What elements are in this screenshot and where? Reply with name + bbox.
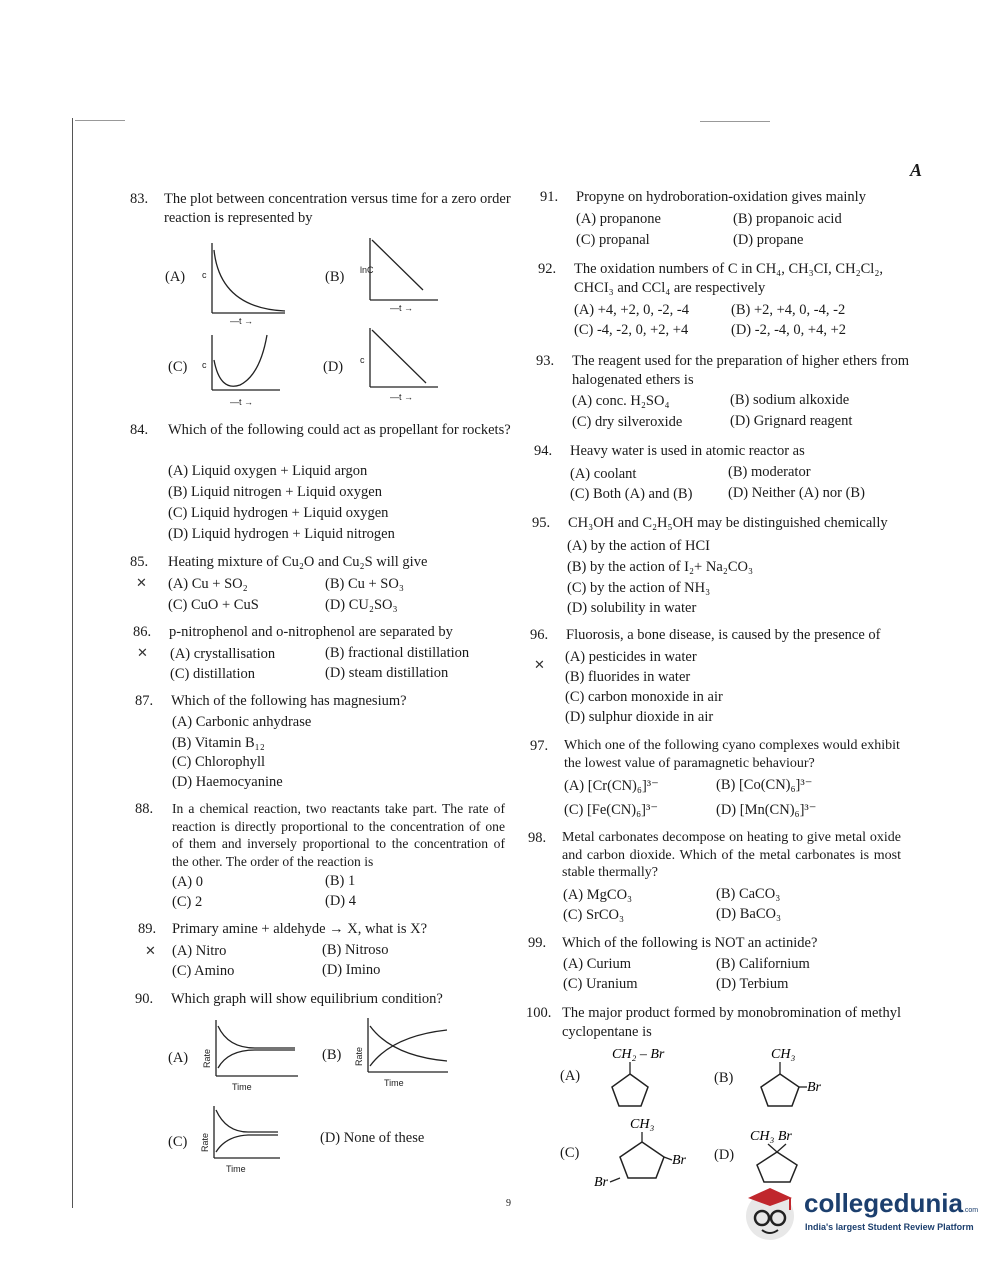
option-c: (C) [Fe(CN)₆]³⁻ <box>564 802 658 818</box>
left-margin-rule <box>72 118 73 1208</box>
brand-tagline: India's largest Student Review Platform <box>805 1222 974 1232</box>
graph-90c <box>198 1104 288 1184</box>
option-b: (B) Cu + SO₃ <box>325 576 404 592</box>
y-axis-label: Rate <box>200 1132 210 1152</box>
x-axis-label: —t → <box>390 392 414 402</box>
question-number: 89. <box>138 921 157 937</box>
question-text: Which one of the following cyano complexes would exhibit the lowest value of paramagnetic behaviour? <box>564 738 900 771</box>
graph-83b <box>358 235 448 330</box>
question-number: 96. <box>530 627 549 643</box>
graph-83c <box>200 330 290 425</box>
question-text: Heavy water is used in atomic reactor as <box>570 443 805 459</box>
question-text: In a chemical reaction, two reactants take part. The rate of reaction is directly proportional to the concentration of one of them and inversely proportional to the concentration of the other. The order of the reaction is <box>172 801 505 869</box>
option-b: (B) moderator <box>728 464 811 480</box>
question-90 <box>135 990 520 1009</box>
question-number: 87. <box>135 693 154 709</box>
x-axis-label: Time <box>226 1164 246 1174</box>
option-c-label: (C) <box>168 359 188 375</box>
question-number: 85. <box>130 554 149 570</box>
structure-label: CH₂ – Br <box>612 1047 665 1062</box>
option-d: (D) -2, -4, 0, +4, +2 <box>731 322 847 338</box>
option-b: (B) sodium alkoxide <box>730 392 850 408</box>
section-letter: A <box>910 160 923 180</box>
question-text: Heating mixture of Cu₂O and Cu₂S will give <box>168 554 428 570</box>
option-b-label: (B) <box>714 1070 734 1086</box>
question-number: 94. <box>534 443 553 459</box>
question-98 <box>528 829 901 882</box>
question-93 <box>536 352 921 390</box>
option-b-label: (B) <box>322 1047 342 1063</box>
option-a: (A) MgCO₃ <box>563 887 633 903</box>
graph-83a <box>200 238 290 333</box>
x-axis-label: Time <box>232 1082 252 1092</box>
option-b: (B) [Co(CN)₆]³⁻ <box>716 777 813 793</box>
question-97 <box>530 737 905 772</box>
structure-label: Br <box>672 1153 686 1168</box>
option-d: (D) [Mn(CN)₆]³⁻ <box>716 802 817 818</box>
question-99 <box>528 934 913 953</box>
question-number: 88. <box>135 801 154 817</box>
y-axis-label: c <box>360 355 365 365</box>
question-text: Fluorosis, a bone disease, is caused by the presence of <box>566 627 881 643</box>
top-rule <box>700 121 770 122</box>
question-94 <box>534 442 919 461</box>
option-a-label: (A) <box>168 1050 189 1066</box>
option-d: (D) propane <box>733 232 804 248</box>
y-axis-label: Rate <box>354 1046 364 1066</box>
brand-suffix: .com <box>962 1207 979 1214</box>
option-c: (C) Both (A) and (B) <box>570 486 693 502</box>
question-83 <box>130 190 515 228</box>
brand-logo <box>740 1182 802 1249</box>
question-text: Which of the following has magnesium? <box>171 693 407 709</box>
option-c-label: (C) <box>168 1134 188 1150</box>
option-a: (A) by the action of HCI <box>567 538 710 554</box>
question-number: 86. <box>133 624 152 640</box>
option-d: (D) Grignard reagent <box>730 413 853 429</box>
option-a: (A) pesticides in water <box>565 649 697 665</box>
option-d: (D) Haemocyanine <box>172 774 283 790</box>
cross-mark: ✕ <box>534 658 545 673</box>
structure-label: CH₃ Br <box>750 1129 792 1144</box>
y-axis-label: Rate <box>202 1048 212 1068</box>
option-a: (A) Liquid oxygen + Liquid argon <box>168 463 368 479</box>
option-c: (C) Amino <box>172 963 235 979</box>
brand-name-text: collegedunia <box>804 1188 963 1218</box>
option-b: (B) by the action of I₂+ Na₂CO₃ <box>567 559 754 575</box>
question-number: 100. <box>526 1005 552 1021</box>
y-axis-label: c <box>202 360 207 370</box>
question-text: CH₃OH and C₂H₅OH may be distinguished chemically <box>568 515 888 531</box>
question-text: The major product formed by monobromination of methyl cyclopentane is <box>562 1005 901 1040</box>
question-100 <box>526 1004 901 1042</box>
question-text: Which of the following is NOT an actinide? <box>562 935 818 951</box>
option-a: (A) 0 <box>172 874 204 890</box>
option-d: (D) Liquid hydrogen + Liquid nitrogen <box>168 526 395 542</box>
option-c: (C) Uranium <box>563 976 638 992</box>
option-c: (C) dry silveroxide <box>572 414 683 430</box>
question-number: 92. <box>538 261 557 277</box>
option-c: (C) Liquid hydrogen + Liquid oxygen <box>168 505 389 521</box>
y-axis-label: lnC <box>360 265 374 275</box>
option-b: (B) CaCO₃ <box>716 886 781 902</box>
top-rule <box>75 120 125 121</box>
graph-83d <box>358 325 448 420</box>
option-d: (D) Terbium <box>716 976 789 992</box>
option-d: (D) steam distillation <box>325 665 449 681</box>
option-a: (A) conc. H₂SO₄ <box>572 393 670 409</box>
option-c: (C) -4, -2, 0, +2, +4 <box>574 322 689 338</box>
question-text: Propyne on hydroboration-oxidation gives mainly <box>576 189 866 205</box>
option-a: (A) Curium <box>563 956 632 972</box>
option-b: (B) Vitamin B₁₂ <box>172 735 265 751</box>
option-b: (B) +2, +4, 0, -4, -2 <box>731 302 846 318</box>
option-d: (D) None of these <box>320 1130 425 1146</box>
question-number: 98. <box>528 830 547 846</box>
option-b: (B) fluorides in water <box>565 669 691 685</box>
question-number: 93. <box>536 353 555 369</box>
structure-label: CH₃ <box>630 1117 655 1132</box>
structure-label: Br <box>594 1175 608 1190</box>
question-number: 91. <box>540 189 559 205</box>
question-text: The oxidation numbers of C in CH₄, CH₃CI, CH₂Cl₂, CHCI₃ and CCl₄ are respectively <box>574 261 884 296</box>
cross-mark: ✕ <box>136 576 147 591</box>
option-a: (A) Nitro <box>172 943 227 959</box>
question-89 <box>138 920 523 939</box>
option-a-label: (A) <box>560 1068 581 1084</box>
mascot-icon <box>740 1182 802 1244</box>
x-axis-label: —t → <box>230 397 254 407</box>
option-c: (C) SrCO₃ <box>563 907 625 923</box>
question-85 <box>130 553 515 572</box>
question-number: 97. <box>530 738 549 754</box>
option-d: (D) BaCO₃ <box>716 906 782 922</box>
y-axis-label: c <box>202 270 207 280</box>
option-c: (C) Chlorophyll <box>172 754 266 770</box>
question-number: 95. <box>532 515 551 531</box>
option-a: (A) coolant <box>570 466 637 482</box>
question-number: 84. <box>130 422 149 438</box>
question-text: p-nitrophenol and o-nitrophenol are separated by <box>169 624 453 640</box>
page-number: 9 <box>506 1198 511 1209</box>
option-b-label: (B) <box>325 269 345 285</box>
x-axis-label: —t → <box>390 303 414 313</box>
option-a: (A) Cu + SO₂ <box>168 576 248 592</box>
x-axis-label: —t → <box>230 316 254 326</box>
option-a: (A) propanone <box>576 211 661 227</box>
option-b: (B) Liquid nitrogen + Liquid oxygen <box>168 484 382 500</box>
x-axis-label: Time <box>384 1078 404 1088</box>
structure-label: Br <box>807 1080 821 1095</box>
structure-b <box>745 1042 845 1117</box>
option-d: (D) solubility in water <box>567 600 697 616</box>
question-text: Primary amine + aldehyde → X, what is X? <box>172 921 428 937</box>
option-d: (D) Imino <box>322 962 381 978</box>
question-text: Which graph will show equilibrium condition? <box>171 991 443 1007</box>
option-b: (B) fractional distillation <box>325 645 470 661</box>
option-c: (C) carbon monoxide in air <box>565 689 723 705</box>
cross-mark: ✕ <box>137 646 148 661</box>
question-86 <box>133 623 518 642</box>
option-d: (D) CU₂SO₃ <box>325 597 398 613</box>
option-d: (D) 4 <box>325 893 357 909</box>
cross-mark: ✕ <box>145 944 156 959</box>
question-87 <box>135 692 520 711</box>
option-a: (A) crystallisation <box>170 646 276 662</box>
option-c: (C) 2 <box>172 894 203 910</box>
brand-name <box>804 1188 978 1219</box>
question-92 <box>538 260 923 298</box>
question-number: 83. <box>130 191 149 207</box>
graph-90a <box>200 1018 300 1098</box>
option-c: (C) propanal <box>576 232 650 248</box>
option-a-label: (A) <box>165 269 186 285</box>
question-91 <box>540 188 920 207</box>
option-b: (B) Nitroso <box>322 942 389 958</box>
question-95 <box>532 514 922 533</box>
option-b: (B) Californium <box>716 956 810 972</box>
option-c: (C) CuO + CuS <box>168 597 259 613</box>
structure-a <box>590 1042 680 1117</box>
option-c-label: (C) <box>560 1145 580 1161</box>
question-96 <box>530 626 920 645</box>
question-text: Metal carbonates decompose on heating to give metal oxide and carbon dioxide. Which of the metal carbonates is most stable thermally? <box>562 830 901 880</box>
option-c: (C) by the action of NH₃ <box>567 580 711 596</box>
structure-label: CH₃ <box>771 1047 796 1062</box>
option-c: (C) distillation <box>170 666 255 682</box>
graph-90b <box>352 1016 452 1096</box>
structure-d <box>742 1116 842 1191</box>
option-b: (B) propanoic acid <box>733 211 842 227</box>
question-text: The reagent used for the preparation of higher ethers from halogenated ethers is <box>572 353 909 388</box>
option-d: (D) sulphur dioxide in air <box>565 709 714 725</box>
question-text: Which of the following could act as propellant for rockets? <box>168 422 511 438</box>
option-b: (B) 1 <box>325 873 356 889</box>
structure-c <box>590 1112 700 1197</box>
option-a: (A) [Cr(CN)₆]³⁻ <box>564 778 659 794</box>
option-a: (A) +4, +2, 0, -2, -4 <box>574 302 690 318</box>
question-number: 99. <box>528 935 547 951</box>
option-d-label: (D) <box>714 1147 735 1163</box>
option-d-label: (D) <box>323 359 344 375</box>
question-text: The plot between concentration versus time for a zero order reaction is represented by <box>164 191 511 226</box>
question-88 <box>135 800 505 870</box>
option-a: (A) Carbonic anhydrase <box>172 714 312 730</box>
question-number: 90. <box>135 991 154 1007</box>
question-84 <box>130 421 515 440</box>
option-d: (D) Neither (A) nor (B) <box>728 485 865 501</box>
